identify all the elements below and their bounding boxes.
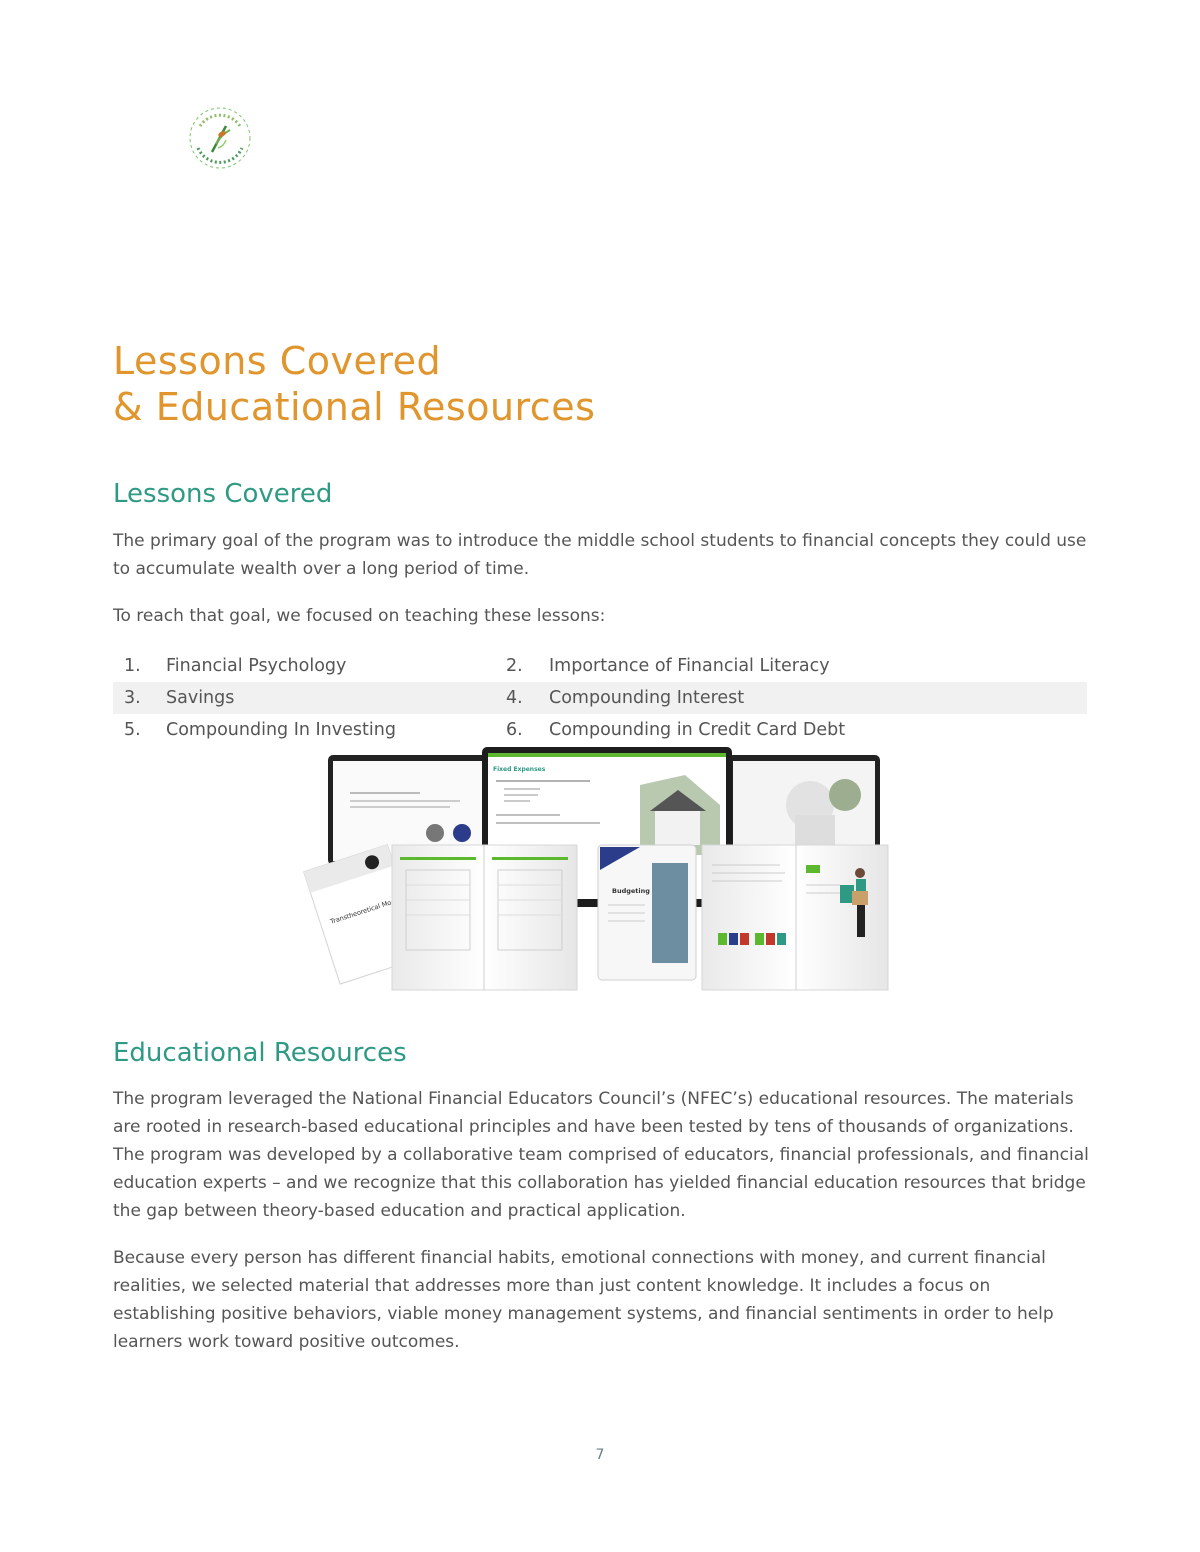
circular-seal-logo-icon — [186, 104, 254, 172]
lessons-goal-paragraph: The primary goal of the program was to introduce the middle school students to financial concepts they could use to accumulate wealth over a long period of time. — [113, 531, 1087, 579]
lesson-item — [113, 656, 506, 676]
lesson-item — [506, 688, 899, 708]
resources-product-collage — [300, 745, 900, 1000]
page-title-line-1: Lessons Covered — [113, 339, 442, 383]
lesson-label: Compounding Interest — [549, 688, 745, 708]
lesson-number: 4. — [506, 688, 523, 708]
lesson-number: 1. — [124, 656, 141, 676]
page-number: 7 — [595, 1447, 605, 1463]
lessons-row — [113, 714, 1087, 746]
tablet-title: Budgeting — [612, 887, 650, 895]
booklet-open-2 — [702, 845, 888, 990]
lesson-number: 5. — [124, 720, 141, 740]
booklet-left-title: Transtheoretical Model — [329, 895, 402, 926]
lesson-label: Financial Psychology — [166, 656, 347, 676]
resources-paragraph-1: The program leveraged the National Financial Educators Council’s (NFEC’s) educational resources. The materials are rooted in research-based educational principles and have been tested by tens of thousands of organizations. The program was developed by a collaborative team comprised of educators, financial professionals, and financial education experts – and we recognize that this collaboration has yielded financial education resources that bridge the gap between theory-based education and practical application. — [113, 1089, 1089, 1221]
lessons-covered-heading: Lessons Covered — [113, 479, 333, 509]
booklet-open-1 — [392, 845, 577, 990]
lesson-number: 2. — [506, 656, 523, 676]
page-title-line-2: & Educational Resources — [113, 385, 596, 429]
lesson-label: Savings — [166, 688, 235, 708]
lesson-number: 3. — [124, 688, 141, 708]
lesson-item — [506, 720, 899, 740]
lessons-row — [113, 682, 1087, 714]
page-title — [113, 338, 595, 430]
monitor-slide-title: Fixed Expenses — [493, 766, 546, 773]
lesson-label: Importance of Financial Literacy — [549, 656, 830, 676]
tablet-budgeting — [598, 845, 696, 980]
lesson-item — [506, 656, 899, 676]
lesson-item — [113, 688, 506, 708]
resources-paragraph-2: Because every person has different financial habits, emotional connections with money, and current financial realities, we selected material that addresses more than just content knowledge. It includes a focus on establishing positive behaviors, viable money management systems, and financial sentiments in order to help learners work toward positive outcomes. — [113, 1248, 1054, 1352]
lessons-intro-paragraph: To reach that goal, we focused on teaching these lessons: — [113, 606, 606, 626]
lesson-item — [113, 720, 506, 740]
lesson-label: Compounding in Credit Card Debt — [549, 720, 846, 740]
lessons-list — [113, 650, 1087, 746]
lesson-number: 6. — [506, 720, 523, 740]
lesson-label: Compounding In Investing — [166, 720, 396, 740]
lessons-row — [113, 650, 1087, 682]
educational-resources-heading: Educational Resources — [113, 1038, 407, 1068]
